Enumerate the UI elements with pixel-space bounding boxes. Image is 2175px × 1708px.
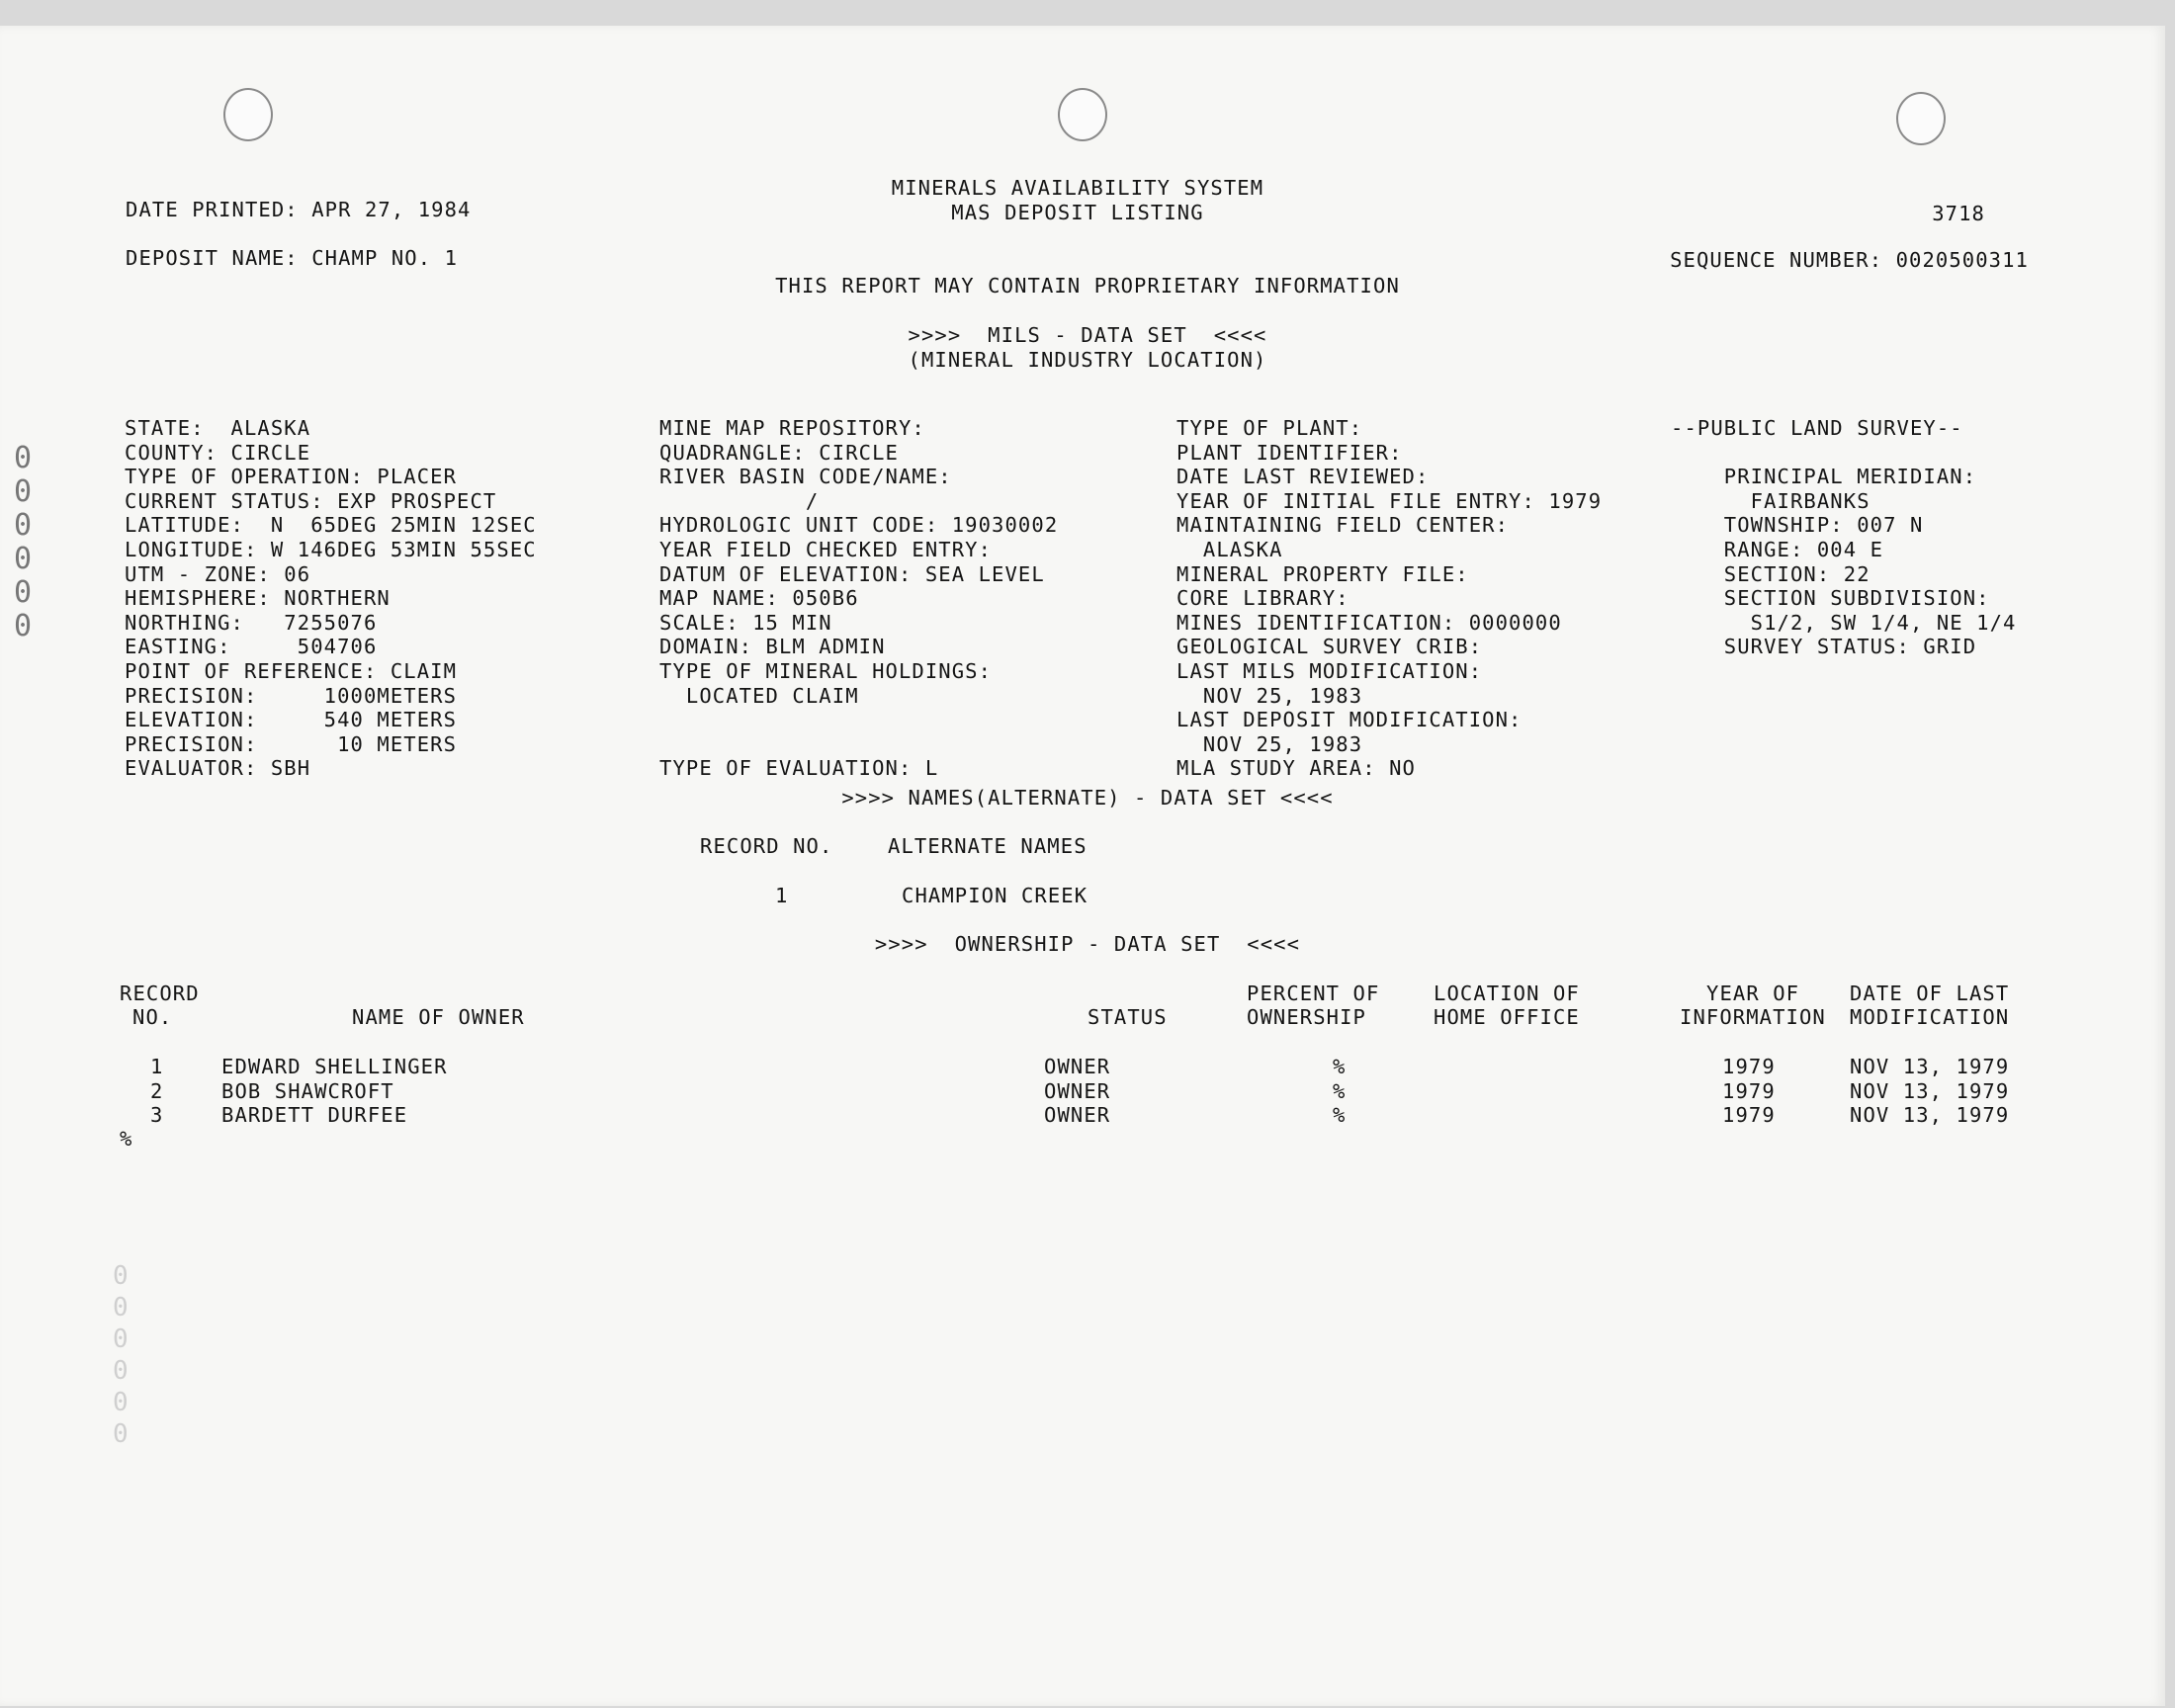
header-date-of-last: DATE OF LAST: [1850, 982, 2010, 1005]
field-line: NOV 25, 1983: [1176, 731, 1363, 756]
header-location-of: LOCATION OF: [1434, 982, 1580, 1005]
field-line: [659, 708, 1058, 732]
field-line: PRECISION: 1000METERS: [125, 683, 458, 708]
field-line: YEAR FIELD CHECKED ENTRY:: [659, 537, 993, 561]
proprietary-notice: THIS REPORT MAY CONTAIN PROPRIETARY INFORMATION: [775, 274, 1400, 298]
field-line: FAIRBANKS: [1671, 488, 1870, 513]
field-line: QUADRANGLE: CIRCLE: [659, 440, 899, 465]
field-line: TOWNSHIP: 007 N: [1671, 513, 1924, 538]
header-percent-of: PERCENT OF: [1247, 982, 1380, 1005]
field-line: TYPE OF PLANT:: [1176, 416, 1363, 440]
field-line: EASTING: 504706: [125, 635, 378, 659]
field-line: TYPE OF OPERATION: PLACER: [125, 465, 458, 489]
owner-name: EDWARD SHELLINGER: [221, 1055, 448, 1078]
page-number: 3718: [1932, 202, 1985, 225]
sequence-number: SEQUENCE NUMBER: 0020500311: [1670, 248, 2029, 272]
owner-percent: %: [1333, 1079, 1347, 1103]
mils-section-title: >>>> MILS - DATA SET <<<<: [908, 323, 1267, 347]
system-title: MINERALS AVAILABILITY SYSTEM: [891, 176, 1264, 200]
field-line: SCALE: 15 MIN: [659, 610, 832, 635]
field-line: ALASKA: [1176, 537, 1283, 561]
listing-title: MAS DEPOSIT LISTING: [951, 201, 1204, 224]
field-line: MINES IDENTIFICATION: 0000000: [1176, 610, 1562, 635]
owner-record-no: 3: [150, 1103, 164, 1127]
owner-record-no: 2: [150, 1079, 164, 1103]
names-header-record-no: RECORD NO.: [700, 834, 833, 858]
field-line: [659, 732, 1058, 757]
field-line: COUNTY: CIRCLE: [125, 440, 311, 465]
header-modification: MODIFICATION: [1850, 1005, 2010, 1029]
owner-year: 1979: [1722, 1103, 1776, 1127]
owner-date: NOV 13, 1979: [1850, 1055, 2010, 1078]
header-year-of: YEAR OF: [1706, 982, 1800, 1005]
header-name-of-owner: NAME OF OWNER: [352, 1005, 525, 1029]
field-line: POINT OF REFERENCE: CLAIM: [125, 658, 458, 683]
names-header-alternate-names: ALTERNATE NAMES: [888, 834, 1088, 858]
header-information: INFORMATION: [1680, 1005, 1826, 1029]
owner-percent: %: [1333, 1103, 1347, 1127]
field-line: SECTION SUBDIVISION:: [1671, 586, 1990, 611]
field-line: S1/2, SW 1/4, NE 1/4: [1671, 610, 2017, 635]
header-home-office: HOME OFFICE: [1434, 1005, 1580, 1029]
field-line: RANGE: 004 E: [1671, 537, 1884, 561]
field-line: LONGITUDE: W 146DEG 53MIN 55SEC: [125, 537, 537, 561]
alternate-name: CHAMPION CREEK: [902, 884, 1088, 907]
field-line: PLANT IDENTIFIER:: [1176, 440, 1403, 465]
owner-year: 1979: [1722, 1055, 1776, 1078]
field-line: TYPE OF MINERAL HOLDINGS:: [659, 658, 993, 683]
field-line: DATE LAST REVIEWED:: [1176, 465, 1430, 489]
owner-name: BARDETT DURFEE: [221, 1103, 408, 1127]
field-line: NOV 25, 1983: [1176, 683, 1363, 708]
field-line: LOCATED CLAIM: [659, 683, 859, 708]
mils-column-1: [125, 416, 537, 781]
field-line: DATUM OF ELEVATION: SEA LEVEL: [659, 561, 1045, 586]
field-line: MAINTAINING FIELD CENTER:: [1176, 513, 1510, 538]
owner-status: OWNER: [1044, 1103, 1111, 1127]
field-line: CURRENT STATUS: EXP PROSPECT: [125, 488, 497, 513]
field-line: STATE: ALASKA: [125, 416, 311, 440]
header-no: NO.: [132, 1005, 173, 1029]
field-line: CORE LIBRARY:: [1176, 586, 1349, 611]
punch-hole-center: [1058, 88, 1107, 141]
field-line: LAST MILS MODIFICATION:: [1176, 658, 1483, 683]
mils-column-3: [1176, 416, 1602, 781]
field-line: MLA STUDY AREA: NO: [1176, 756, 1416, 781]
deposit-name: DEPOSIT NAME: CHAMP NO. 1: [126, 246, 459, 270]
field-line: MINERAL PROPERTY FILE:: [1176, 561, 1469, 586]
mils-section-subtitle: (MINERAL INDUSTRY LOCATION): [908, 348, 1267, 372]
field-line: [1671, 441, 2017, 466]
field-line: PRINCIPAL MERIDIAN:: [1671, 465, 1977, 489]
field-line: SURVEY STATUS: GRID: [1671, 635, 1977, 659]
field-line: MAP NAME: 050B6: [659, 586, 859, 611]
field-line: TYPE OF EVALUATION: L: [659, 756, 939, 781]
field-line: SECTION: 22: [1671, 561, 1870, 586]
field-line: /: [659, 488, 820, 513]
field-line: LATITUDE: N 65DEG 25MIN 12SEC: [125, 513, 537, 538]
owner-date: NOV 13, 1979: [1850, 1103, 2010, 1127]
field-line: ELEVATION: 540 METERS: [125, 708, 458, 732]
date-printed: DATE PRINTED: APR 27, 1984: [126, 198, 472, 221]
field-line: LAST DEPOSIT MODIFICATION:: [1176, 708, 1522, 732]
document-sheet: 0 0 0 0 0 0 0 0 0 0 0 0 DATE PRINTED: APR 27, 1984 MINERALS AVAILABILITY SYSTEM MAS DEPOSIT LISTING 3718 DEPOSIT NAME: CHAMP NO. 1 SEQUENCE NUMBER: 0020500311 THIS REPORT MAY CONTAIN PROPRIETARY INFORMATION >>>> MILS - DATA SET <<<< (MINERAL INDUSTRY LOCATION) STATE: ALASKA COUNTY: CIRCLE TYPE OF OPERATION: PLACER CURRENT STATUS: EXP PROSPECT LATITUDE: N 65DEG 25MIN 12SEC LONGITUDE: W 146DEG 53MIN 55SEC UTM - ZONE: 06 HEMISPHERE: NORTHERN NORTHING: 7255076 EASTING: 504706 POINT OF REFERENCE: CLAIM PRECISION: 1000METERS ELEVATION: 540 METERS PRECISION: 10 METERS EVALUATOR: SBH MINE MAP REPOSITORY: QUADRANGLE: CIRCLE RIVER BASIN CODE/NAME: / HYDROLOGIC UNIT CODE: 19030002 YEAR FIELD CHECKED ENTRY: DATUM OF ELEVATION: SEA LEVEL MAP NAME: 050B6 SCALE: 15 MIN DOMAIN: BLM ADMIN TYPE OF MINERAL HOLDINGS: LOCATED CLAIM TYPE OF EVALUATION: L TYPE OF PLANT: PLANT IDENTIFIER: DATE LAST REVIEWED: YEAR OF INITIAL FILE ENTRY: 1979 MAINTAINING FIELD CENTER: ALASKA MINERAL PROPERTY FILE: CORE LIBRARY: MINES IDENTIFICATION: 0000000 GEOLOGICAL SURVEY CRIB: LAST MILS MODIFICATION: NOV 25, 1983 LAST DEPOSIT MODIFICATION: NOV 25, 1983 MLA STUDY AREA: NO --PUBLIC LAND SURVEY-- PRINCIPAL MERIDIAN: FAIRBANKS TOWNSHIP: 007 N RANGE: 004 E SECTION: 22 SECTION SUBDIVISION: S1/2, SW 1/4, NE 1/4 SURVEY STATUS: GRID >>>> NAMES(ALTERNATE) - DATA SET <<<< RECORD NO. ALTERNATE NAMES 1 CHAMPION CREEK >>>> OWNERSHIP - DATA SET <<<< RECORD NO. NAME OF OWNER STATUS PERCENT OF OWNERSHIP LOCATION OF HOME OFFICE YEAR OF INFORMATION DATE OF LAST MODIFICATION 1 EDWARD SHELLINGER OWNER % 1979 NOV 13, 1979 2 BOB SHAWCROFT OWNER % 1979 NOV 13, 1979 3 BARDETT DURFEE OWNER % 1979 NOV 13, 1979 %: [0, 26, 2165, 1706]
owner-year: 1979: [1722, 1079, 1776, 1103]
owner-status: OWNER: [1044, 1079, 1111, 1103]
field-line: HEMISPHERE: NORTHERN: [125, 586, 391, 611]
alternate-name-record-no: 1: [775, 884, 789, 907]
field-line: HYDROLOGIC UNIT CODE: 19030002: [659, 513, 1059, 538]
field-line: YEAR OF INITIAL FILE ENTRY: 1979: [1176, 488, 1603, 513]
owner-name: BOB SHAWCROFT: [221, 1079, 394, 1103]
header-ownership: OWNERSHIP: [1247, 1005, 1366, 1029]
header-status: STATUS: [1088, 1005, 1168, 1029]
header-record: RECORD: [120, 982, 200, 1005]
public-land-survey: [1671, 416, 2017, 659]
ownership-section-title: >>>> OWNERSHIP - DATA SET <<<<: [874, 932, 1301, 956]
owner-date: NOV 13, 1979: [1850, 1079, 2010, 1103]
field-line: RIVER BASIN CODE/NAME:: [659, 465, 952, 489]
trailing-percent: %: [120, 1127, 133, 1151]
punch-hole-right: [1896, 92, 1946, 145]
owner-percent: %: [1333, 1055, 1347, 1078]
field-line: PRECISION: 10 METERS: [125, 731, 458, 756]
names-section-title: >>>> NAMES(ALTERNATE) - DATA SET <<<<: [841, 786, 1334, 810]
owner-record-no: 1: [150, 1055, 164, 1078]
field-line: --PUBLIC LAND SURVEY--: [1671, 416, 1963, 440]
field-line: NORTHING: 7255076: [125, 610, 378, 635]
owner-status: OWNER: [1044, 1055, 1111, 1078]
field-line: EVALUATOR: SBH: [125, 756, 311, 781]
punch-hole-left: [223, 88, 273, 141]
field-line: UTM - ZONE: 06: [125, 561, 311, 586]
mils-column-2: [659, 416, 1058, 781]
field-line: GEOLOGICAL SURVEY CRIB:: [1176, 635, 1483, 659]
field-line: DOMAIN: BLM ADMIN: [659, 635, 886, 659]
field-line: MINE MAP REPOSITORY:: [659, 416, 925, 440]
